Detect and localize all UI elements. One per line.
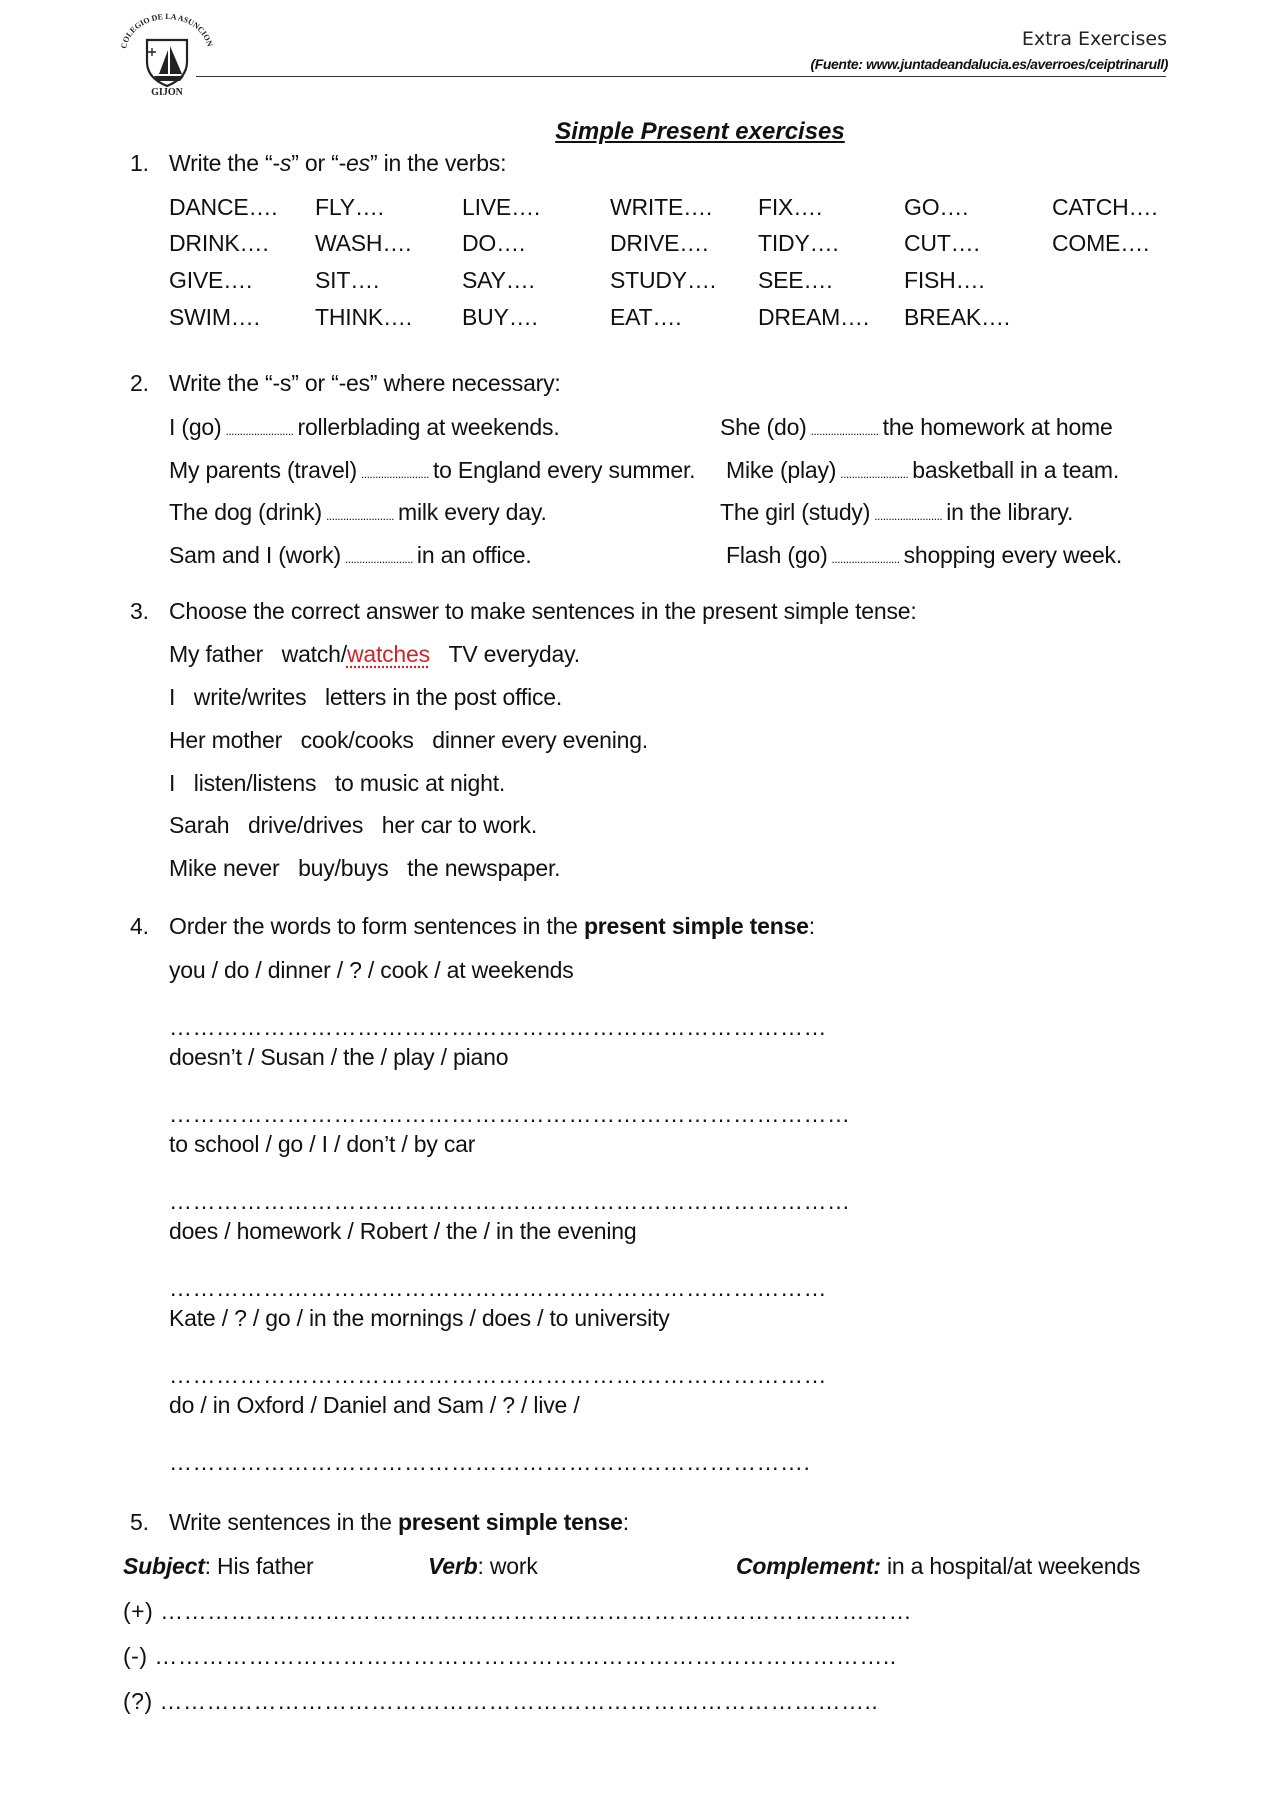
verb-cell: BREAK…. <box>904 304 1010 330</box>
verb-cell: DO…. <box>462 230 526 256</box>
logo-city: GIJON <box>151 87 183 96</box>
verb-cell: COME…. <box>1052 230 1150 256</box>
answer-line: ………………………………………………………………………… <box>169 1014 827 1040</box>
verb-cell: CUT…. <box>904 230 980 256</box>
verb-cell: DRIVE…. <box>610 230 709 256</box>
blank-line: ........................ <box>874 509 943 523</box>
ex4-instruction: Order the words to form sentences in the present simple tense: <box>169 913 815 939</box>
ex2-number: 2. <box>130 370 149 396</box>
spellcheck-flag: watches <box>346 641 430 667</box>
verb-cell: DREAM…. <box>758 304 870 330</box>
ex2-sentence: Flash (go) ........................ shopping every week. <box>726 542 1122 573</box>
header-title: Extra Exercises <box>1021 28 1167 50</box>
ex2-sentence: The girl (study) ........................ in the library. <box>720 499 1073 530</box>
ex5-subject: Subject: His father <box>123 1553 314 1579</box>
answer-line: …………………………………………………………………………… <box>169 1101 851 1127</box>
answer-line: ………………………………………………………………………… <box>169 1275 827 1301</box>
verb-cell: WASH…. <box>315 230 412 256</box>
verb-cell: WRITE…. <box>610 194 713 220</box>
ex2-sentence: Sam and I (work) ........................ in an office. <box>169 542 532 573</box>
ex2-sentence: I (go) ........................ rollerblading at weekends. <box>169 414 560 445</box>
verb-cell: DANCE…. <box>169 194 278 220</box>
verb-cell: LIVE…. <box>462 194 541 220</box>
verb-cell: SEE…. <box>758 267 833 293</box>
ex3-instruction: Choose the correct answer to make sentences in the present simple tense: <box>169 598 917 624</box>
logo-ring-text: COLEGIO DE LA ASUNCION <box>119 11 215 50</box>
ex5-verb: Verb: work <box>428 1553 538 1579</box>
ex2-sentence: She (do) ........................ the homework at home <box>720 414 1113 445</box>
ex4-prompt: does / homework / Robert / the / in the evening <box>169 1218 637 1244</box>
verb-cell: STUDY…. <box>610 267 716 293</box>
ex4-number: 4. <box>130 913 149 939</box>
verb-cell: SAY…. <box>462 267 535 293</box>
blank-line: ........................ <box>344 552 413 566</box>
blank-line: ........................ <box>360 467 429 481</box>
ex3-sentence: Mike never buy/buys the newspaper. <box>169 855 561 881</box>
verb-cell: FIX…. <box>758 194 823 220</box>
answer-line-positive: (+) …………………………………………………………………………………… <box>123 1598 913 1624</box>
ex3-sentence: Sarah drive/drives her car to work. <box>169 812 538 838</box>
verb-cell: THINK…. <box>315 304 412 330</box>
answer-line: …………………………………………………………………………… <box>169 1188 851 1214</box>
ex1-instruction: Write the “-s” or “-es” in the verbs: <box>169 150 507 176</box>
verb-cell: FISH…. <box>904 267 985 293</box>
verb-cell: CATCH…. <box>1052 194 1158 220</box>
answer-line-negative: (-) ………………………………………………………………………………….. <box>123 1643 897 1669</box>
ex4-prompt: to school / go / I / don’t / by car <box>169 1131 476 1157</box>
page-title: Simple Present exercises <box>555 118 845 145</box>
answer-line-question: (?) ……………………………………………………………………………….. <box>123 1688 879 1714</box>
header-source: (Fuente: www.juntadeandalucia.es/averroes/ceiptrinarull) <box>810 56 1168 72</box>
ex3-sentence: I write/writes letters in the post office. <box>169 684 563 710</box>
ex2-sentence: The dog (drink) ........................ milk every day. <box>169 499 547 530</box>
ex4-prompt: Kate / ? / go / in the mornings / does / to university <box>169 1305 670 1331</box>
blank-line: ........................ <box>840 467 909 481</box>
header-divider <box>196 76 1166 77</box>
verb-cell: GO…. <box>904 194 969 220</box>
ex4-prompt: do / in Oxford / Daniel and Sam / ? / live / <box>169 1392 580 1418</box>
ex2-sentence: My parents (travel) ........................ to England every summer. <box>169 457 695 488</box>
blank-line: ........................ <box>225 424 294 438</box>
ex4-prompt: you / do / dinner / ? / cook / at weekends <box>169 957 574 983</box>
ex5-complement: Complement: in a hospital/at weekends <box>736 1553 1141 1579</box>
ex4-prompt: doesn’t / Susan / the / play / piano <box>169 1044 509 1070</box>
ex2-instruction: Write the “-s” or “-es” where necessary: <box>169 370 561 396</box>
verb-cell: GIVE…. <box>169 267 253 293</box>
ex5-number: 5. <box>130 1509 149 1535</box>
verb-cell: SWIM…. <box>169 304 260 330</box>
blank-line: ........................ <box>325 509 394 523</box>
ex2-sentence: Mike (play) ........................ basketball in a team. <box>726 457 1119 488</box>
verb-cell: SIT…. <box>315 267 380 293</box>
ex1-number: 1. <box>130 150 149 176</box>
ex3-sentence: Her mother cook/cooks dinner every evening. <box>169 727 648 753</box>
verb-cell: EAT…. <box>610 304 682 330</box>
ex5-instruction: Write sentences in the present simple tense: <box>169 1509 629 1535</box>
verb-cell: TIDY…. <box>758 230 839 256</box>
ex3-number: 3. <box>130 598 149 624</box>
blank-line: ........................ <box>810 424 879 438</box>
verb-cell: DRINK…. <box>169 230 269 256</box>
blank-line: ........................ <box>831 552 900 566</box>
verb-cell: BUY…. <box>462 304 538 330</box>
answer-line: ………………………………………………………………………… <box>169 1362 827 1388</box>
answer-line: ………………………………………………………………………. <box>169 1449 811 1475</box>
ex3-sentence: I listen/listens to music at night. <box>169 770 506 796</box>
ex3-sentence: My father watch/watches TV everyday. <box>169 641 580 667</box>
verb-cell: FLY…. <box>315 194 384 220</box>
school-logo <box>112 10 222 96</box>
